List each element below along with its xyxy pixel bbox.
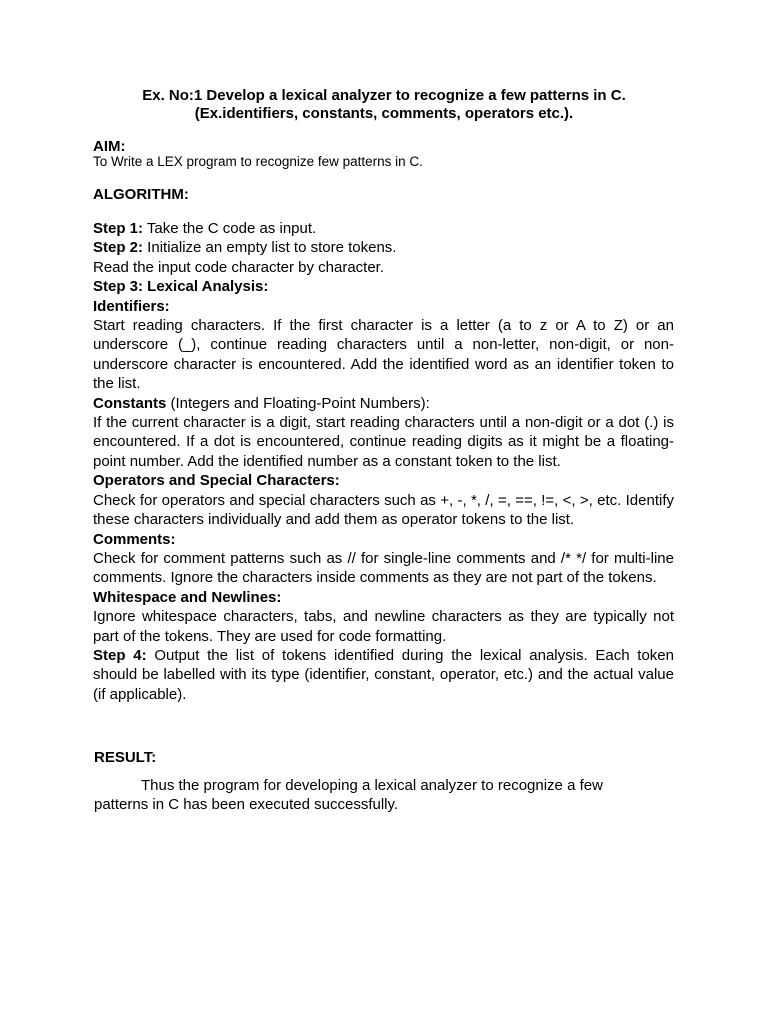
whitespace-heading: Whitespace and Newlines: — [93, 588, 282, 606]
step-1-label: Step 1: — [93, 220, 144, 237]
step-2-label: Step 2: — [93, 239, 144, 257]
step-4 — [93, 646, 674, 704]
identifiers-heading: Identifiers: — [93, 297, 170, 315]
comments-text: Check for comment patterns such as // for single-line comments and /* */ for multi-line comments. Ignore the characters inside comments as they are not part of the tokens. — [93, 549, 674, 587]
aim-heading: AIM: — [93, 138, 126, 155]
operators-heading: Operators and Special Characters: — [93, 472, 340, 490]
comments-heading: Comments: — [93, 530, 176, 548]
whitespace-text: Ignore whitespace characters, tabs, and newline characters as they are typically not part of the tokens. They are used for code formatting. — [93, 608, 674, 645]
constants-heading-line — [93, 394, 674, 413]
page-title — [93, 87, 675, 123]
step-4-label: Step 4: — [93, 646, 147, 664]
title-line-1: Ex. No:1 Develop a lexical analyzer to recognize a few patterns in C. — [142, 87, 626, 104]
aim-text: To Write a LEX program to recognize few patterns in C. — [93, 154, 423, 169]
algorithm-heading: ALGORITHM: — [93, 186, 189, 203]
constants-subheading: (Integers and Floating-Point Numbers): — [166, 394, 430, 412]
result-heading: RESULT: — [94, 749, 157, 766]
read-line: Read the input code character by character. — [93, 258, 385, 276]
step-1-text: Take the C code as input. — [143, 220, 317, 237]
step-2-text: Initialize an empty list to store tokens. — [143, 239, 397, 257]
identifiers-text: Start reading characters. If the first character is a letter (a to z or A to Z) or an underscore (_), continue reading characters until a non-letter, non-digit, or non-underscore character is encountered. Add the identified word as an identifier token to the list. — [93, 317, 674, 393]
step-3-label: Step 3: Lexical Analysis: — [93, 278, 269, 296]
step-1 — [93, 219, 674, 238]
step-4-text: Output the list of tokens identified during the lexical analysis. Each token should be labelled with its type (identifier, constant, operator, etc.) and the actual value (if applicable). — [93, 646, 674, 703]
constants-text: If the current character is a digit, start reading characters until a non-digit or a dot (.) is encountered. If a dot is encountered, continue reading digits as it might be a floating-point number. Add the identified number as a constant token to the list. — [93, 414, 674, 470]
constants-heading: Constants — [93, 394, 167, 412]
algorithm-body — [93, 219, 674, 704]
result-text: Thus the program for developing a lexical analyzer to recognize a few patterns in C has been executed successfully. — [94, 777, 603, 813]
step-2 — [93, 238, 674, 257]
operators-text: Check for operators and special characters such as +, -, *, /, =, ==, !=, <, >, etc. Identify these characters individually and add them as operator tokens to the list. — [93, 491, 674, 529]
title-line-2: (Ex.identifiers, constants, comments, operators etc.). — [194, 105, 574, 122]
